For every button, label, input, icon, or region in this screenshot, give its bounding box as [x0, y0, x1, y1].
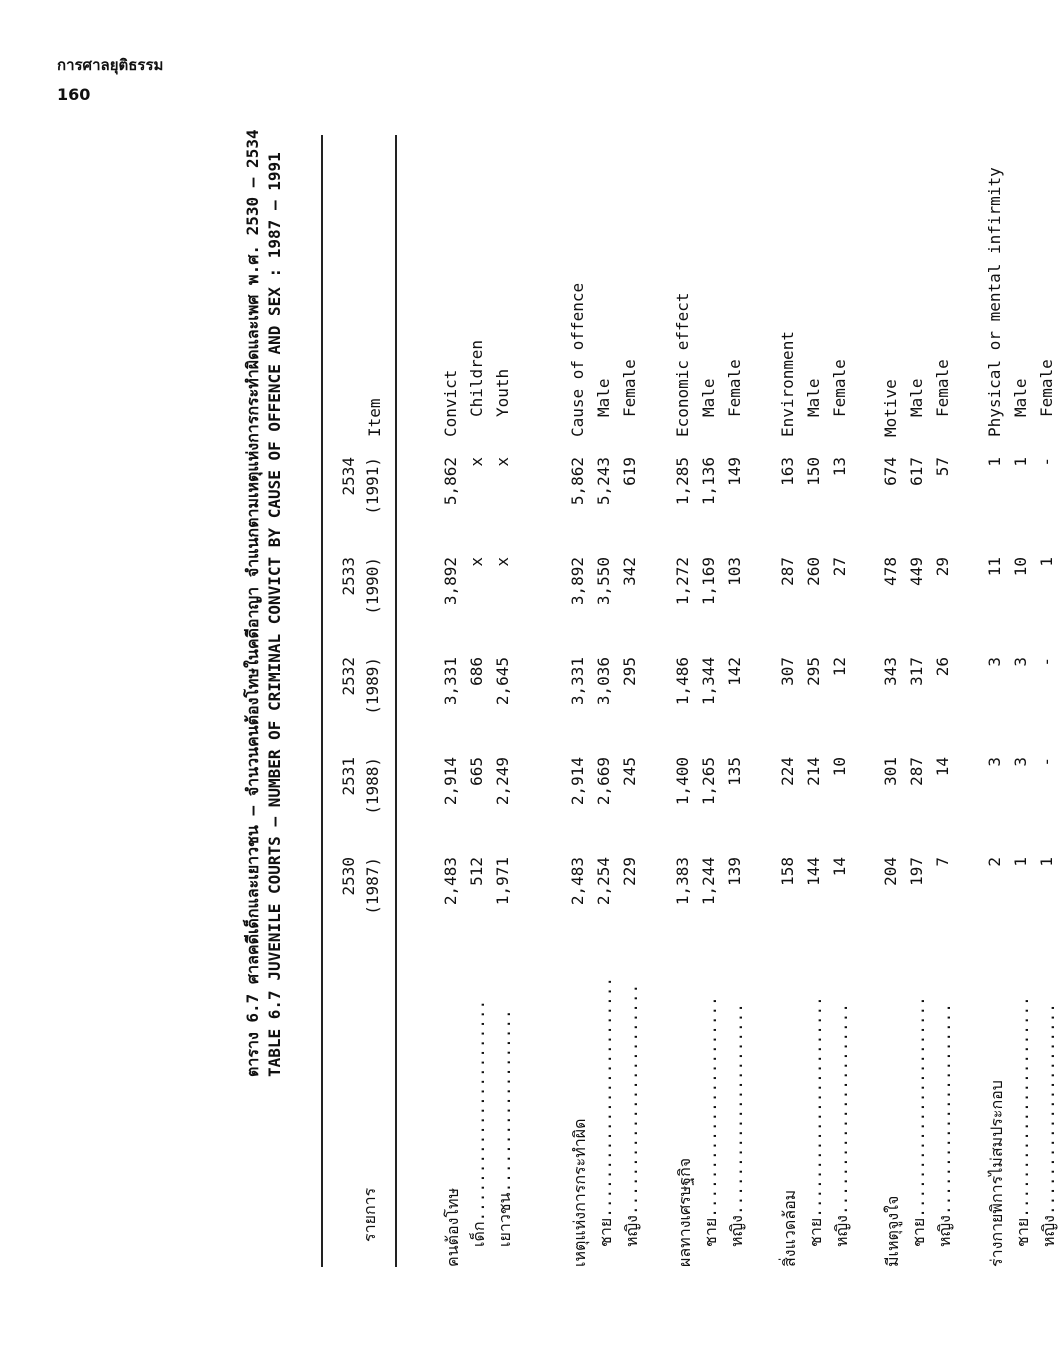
row-label-thai: ชาย.......................: [701, 996, 720, 1247]
cell-value: 1,265: [699, 757, 718, 806]
cell-value: x: [467, 457, 486, 467]
row-label-thai: ชาย.......................: [806, 996, 825, 1247]
year-ce: (1988): [363, 757, 382, 815]
header-title: การศาลยุติธรรม: [57, 56, 164, 74]
cell-value: 149: [725, 457, 744, 486]
cell-value: 245: [620, 757, 639, 786]
row-label-thai-group: มีเหตุจูงใจ: [883, 1195, 902, 1267]
row-label-thai-group: ร่างกายพิการไม่สมประกอบ: [987, 1080, 1006, 1267]
row-label-english: Female: [933, 359, 952, 417]
cell-value: 224: [778, 757, 797, 786]
cell-value: 163: [778, 457, 797, 486]
cell-value: 2,645: [493, 657, 512, 706]
cell-value: 2,914: [441, 757, 460, 806]
cell-value: 10: [830, 757, 849, 777]
row-label-thai-group: เหตุแห่งการกระทำผิด: [570, 1118, 589, 1267]
cell-value: 2,483: [568, 857, 587, 906]
cell-value: 674: [881, 457, 900, 486]
cell-value: 144: [804, 857, 823, 886]
cell-value: 3,331: [568, 657, 587, 706]
row-label-thai-group: คนต้องโทษ: [443, 1187, 462, 1267]
cell-value: 2,669: [594, 757, 613, 806]
year-be: 2533: [339, 557, 358, 596]
cell-value: 301: [881, 757, 900, 786]
cell-value: 1,169: [699, 557, 718, 606]
cell-value: 7: [933, 857, 952, 867]
cell-value: 3,036: [594, 657, 613, 706]
cell-value: 142: [725, 657, 744, 686]
cell-value: 13: [830, 457, 849, 477]
rotated-table: [153, 97, 1058, 1297]
cell-value: 135: [725, 757, 744, 786]
column-header-item-thai: รายการ: [360, 1187, 379, 1242]
row-label-thai-group: ผลทางเศรษฐกิจ: [675, 1157, 694, 1267]
row-label-english: Male: [699, 378, 718, 417]
cell-value: 317: [907, 657, 926, 686]
year-be: 2531: [339, 757, 358, 796]
row-label-english-group: Convict: [441, 369, 460, 437]
cell-value: 3: [985, 657, 1004, 667]
cell-value: 150: [804, 457, 823, 486]
year-ce: (1989): [363, 657, 382, 715]
cell-value: 287: [907, 757, 926, 786]
cell-value: 2,914: [568, 757, 587, 806]
row-label-thai-group: สิ่งแวดล้อม: [780, 1189, 799, 1267]
cell-value: 11: [985, 557, 1004, 577]
cell-value: 3,331: [441, 657, 460, 706]
cell-value: 1,486: [673, 657, 692, 706]
row-label-english-group: Economic effect: [673, 292, 692, 437]
cell-value: 10: [1011, 557, 1030, 577]
row-label-thai: หญิง......................: [727, 1003, 746, 1247]
cell-value: 1: [1011, 457, 1030, 467]
row-label-english: Female: [620, 359, 639, 417]
row-label-english: Male: [594, 378, 613, 417]
cell-value: 3,892: [441, 557, 460, 606]
cell-value: 307: [778, 657, 797, 686]
row-label-thai: เด็ก.......................: [469, 999, 488, 1247]
cell-value: 617: [907, 457, 926, 486]
table-title-english: TABLE 6.7 JUVENILE COURTS – NUMBER OF CRIMINAL CONVICT BY CAUSE OF OFFENCE AND SEX : 1987 – 1991: [265, 152, 284, 1077]
row-label-thai: หญิง......................: [935, 1003, 954, 1247]
cell-value: 1,136: [699, 457, 718, 506]
cell-value: 1,400: [673, 757, 692, 806]
cell-value: 1,383: [673, 857, 692, 906]
cell-value: 1,971: [493, 857, 512, 906]
row-label-english: Children: [467, 339, 486, 417]
row-label-thai: หญิง......................: [832, 1003, 851, 1247]
year-ce: (1991): [363, 457, 382, 515]
row-label-english: Youth: [493, 368, 512, 417]
cell-value: 512: [467, 857, 486, 886]
cell-value: 1,285: [673, 457, 692, 506]
cell-value: 3: [1011, 657, 1030, 667]
row-label-english: Female: [725, 359, 744, 417]
row-label-thai: ชาย.......................: [909, 996, 928, 1247]
cell-value: 197: [907, 857, 926, 886]
cell-value: 103: [725, 557, 744, 586]
column-header-item-english: Item: [365, 398, 384, 437]
cell-value: 204: [881, 857, 900, 886]
year-be: 2534: [339, 457, 358, 496]
row-label-english-group: Motive: [881, 379, 900, 437]
cell-value: 158: [778, 857, 797, 886]
cell-value: 57: [933, 457, 952, 477]
row-label-thai: หญิง........................: [622, 983, 641, 1247]
cell-value: 2: [985, 857, 1004, 867]
row-label-english: Female: [1037, 359, 1056, 417]
cell-value: 3,550: [594, 557, 613, 606]
cell-value: x: [493, 457, 512, 467]
cell-value: 2,483: [441, 857, 460, 906]
cell-value: 1: [1037, 557, 1056, 567]
cell-value: -: [1037, 457, 1056, 467]
table-title-thai: ตาราง 6.7 ศาลคดีเด็กและเยาวชน – จำนวนคนต้องโทษในคดีอาญา จำแนกตามเหตุแห่งการกระทำผิดและเพศ พ.ศ. 2530 – 2534: [243, 129, 262, 1077]
page-number: 160: [57, 85, 91, 104]
cell-value: 27: [830, 557, 849, 577]
row-label-thai: เยาวชน...................: [495, 1009, 514, 1247]
cell-value: 1,344: [699, 657, 718, 706]
row-label-thai: หญิง......................: [1039, 1003, 1058, 1247]
cell-value: -: [1037, 757, 1056, 767]
cell-value: 478: [881, 557, 900, 586]
cell-value: 1,272: [673, 557, 692, 606]
cell-value: 343: [881, 657, 900, 686]
cell-value: 3,892: [568, 557, 587, 606]
row-label-english-group: Cause of offence: [568, 282, 587, 437]
cell-value: 214: [804, 757, 823, 786]
cell-value: 14: [830, 857, 849, 877]
cell-value: 342: [620, 557, 639, 586]
row-label-english-group: Physical or mental infirmity: [985, 167, 1004, 437]
top-rule: [321, 135, 323, 1267]
row-label-english: Female: [830, 359, 849, 417]
cell-value: 295: [620, 657, 639, 686]
row-label-thai: ชาย.........................: [596, 976, 615, 1247]
cell-value: 3: [985, 757, 1004, 767]
cell-value: 5,862: [441, 457, 460, 506]
cell-value: 287: [778, 557, 797, 586]
cell-value: 14: [933, 757, 952, 777]
row-label-thai: ชาย.......................: [1013, 996, 1032, 1247]
row-label-english: Male: [1011, 378, 1030, 417]
cell-value: 295: [804, 657, 823, 686]
cell-value: 449: [907, 557, 926, 586]
cell-value: 1: [1037, 857, 1056, 867]
cell-value: 5,243: [594, 457, 613, 506]
cell-value: 12: [830, 657, 849, 677]
cell-value: x: [467, 557, 486, 567]
cell-value: 139: [725, 857, 744, 886]
cell-value: 260: [804, 557, 823, 586]
cell-value: x: [493, 557, 512, 567]
cell-value: 229: [620, 857, 639, 886]
year-be: 2530: [339, 857, 358, 896]
year-ce: (1990): [363, 557, 382, 615]
cell-value: 686: [467, 657, 486, 686]
cell-value: 1: [1011, 857, 1030, 867]
row-label-english: Male: [804, 378, 823, 417]
header-rule: [395, 135, 397, 1267]
cell-value: 2,254: [594, 857, 613, 906]
cell-value: 2,249: [493, 757, 512, 806]
row-label-english-group: Environment: [778, 331, 797, 437]
cell-value: 665: [467, 757, 486, 786]
cell-value: 1,244: [699, 857, 718, 906]
cell-value: -: [1037, 657, 1056, 667]
cell-value: 29: [933, 557, 952, 577]
cell-value: 26: [933, 657, 952, 677]
cell-value: 1: [985, 457, 1004, 467]
year-be: 2532: [339, 657, 358, 696]
cell-value: 619: [620, 457, 639, 486]
year-ce: (1987): [363, 857, 382, 915]
cell-value: 3: [1011, 757, 1030, 767]
row-label-english: Male: [907, 378, 926, 417]
cell-value: 5,862: [568, 457, 587, 506]
